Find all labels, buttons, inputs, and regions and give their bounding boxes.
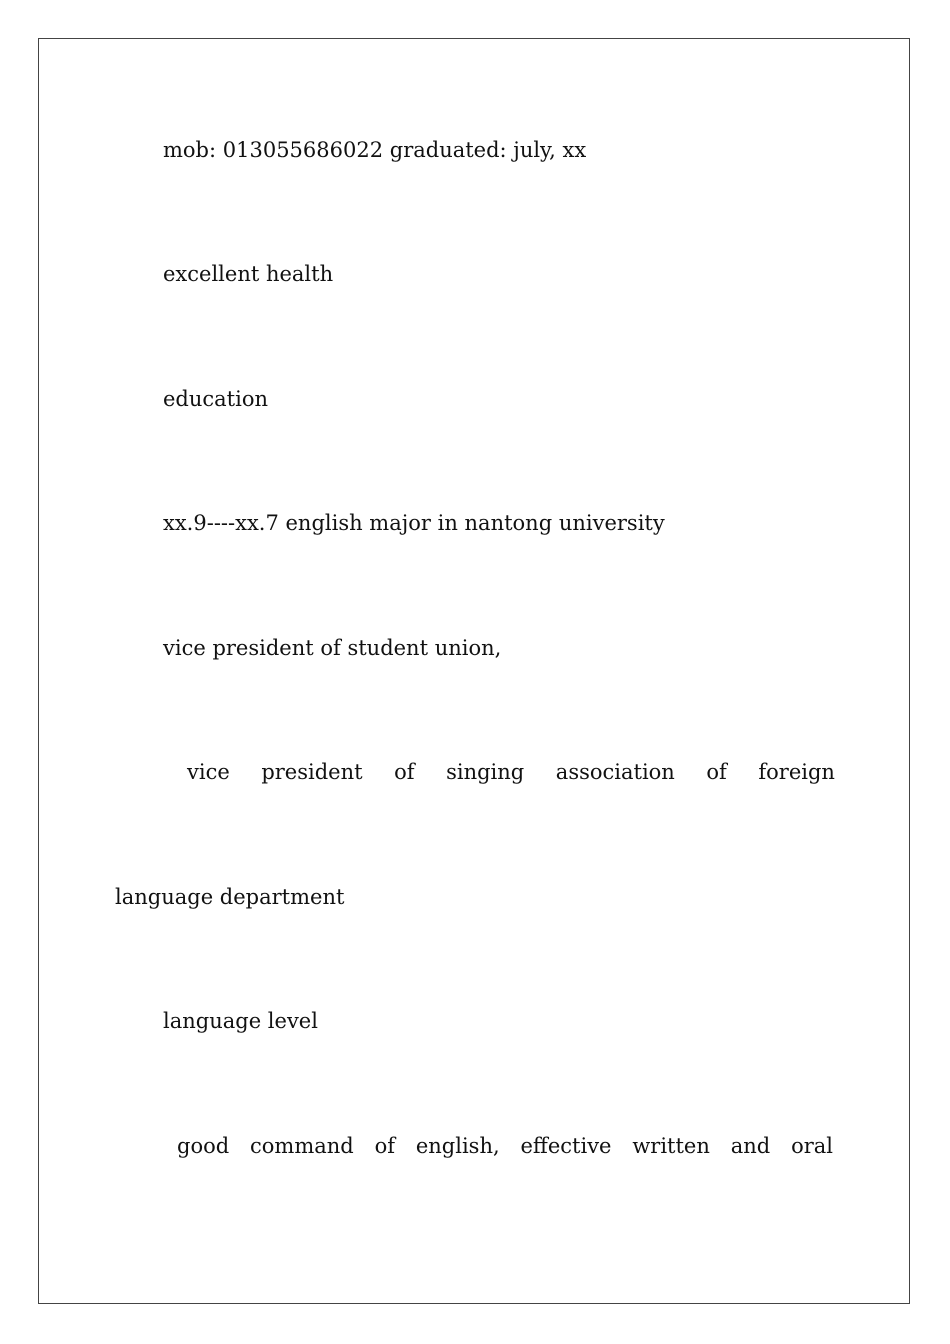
page-frame [38,38,910,1304]
language-department-line: language department [115,885,345,909]
health-line: excellent health [163,262,334,286]
word: of [394,760,415,784]
word: and [730,1134,771,1158]
education-heading: education [163,387,268,411]
english-command-line [177,1134,833,1158]
singing-association-line [187,760,835,784]
word: oral [791,1134,833,1158]
word: singing [446,760,525,784]
word: english, [415,1134,500,1158]
word: good [177,1134,230,1158]
student-union-line: vice president of student union, [163,636,502,660]
word: written [632,1134,710,1158]
word: foreign [758,760,835,784]
language-level-heading: language level [163,1009,318,1033]
word: command [250,1134,354,1158]
word: of [706,760,727,784]
contact-line: mob: 013055686022 graduated: july, xx [163,138,587,162]
word: effective [520,1134,612,1158]
word: of [374,1134,395,1158]
word: association [555,760,675,784]
word: vice [187,760,230,784]
word: president [261,760,363,784]
education-entry: xx.9----xx.7 english major in nantong university [163,511,665,535]
